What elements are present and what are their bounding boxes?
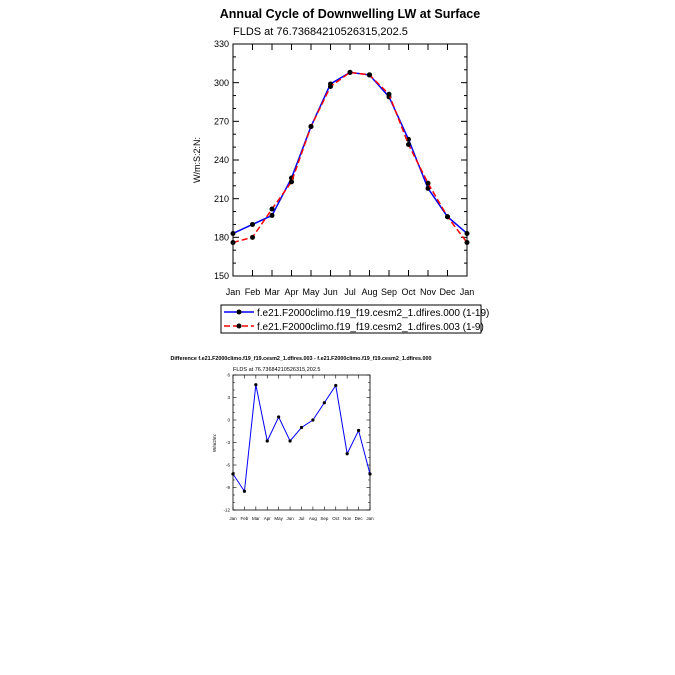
main-series-0-point-2 [270, 213, 275, 218]
difference-xtick-label-10: Nov [343, 516, 352, 521]
main-ytick-label-0: 150 [213, 271, 229, 282]
difference-ytick-label-1: -9 [225, 485, 230, 491]
legend-label-1: f.e21.F2000climo.f19_f19.cesm2_1.dfires.003 (1-9) [257, 322, 484, 333]
difference-chart [170, 356, 431, 521]
main-ytick-label-6: 330 [213, 39, 229, 50]
difference-series-0-point-10 [346, 452, 349, 455]
difference-series-0-point-12 [368, 472, 371, 475]
difference-ytick-label-2: -6 [225, 462, 230, 468]
difference-series-0-point-7 [311, 418, 314, 421]
main-series-1-point-0 [231, 240, 236, 245]
difference-series-0-point-3 [266, 439, 269, 442]
main-series-1-point-2 [270, 206, 275, 211]
difference-xtick-label-1: Feb [240, 516, 249, 521]
main-xtick-label-8: Sep [380, 287, 398, 297]
difference-ytick-label-0: -12 [223, 507, 230, 513]
main-ytick-label-5: 300 [213, 77, 229, 88]
difference-xtick-label-4: May [274, 516, 283, 521]
main-xtick-label-11: Dec [439, 287, 456, 297]
difference-xtick-label-8: Sep [320, 516, 329, 521]
main-series-1-point-10 [426, 181, 431, 186]
difference-series-0-point-6 [300, 426, 303, 429]
main-xtick-label-10: Nov [419, 287, 437, 297]
main-xtick-label-1: Feb [244, 287, 261, 297]
main-xtick-label-7: Aug [361, 287, 378, 297]
difference-series-0-point-2 [254, 383, 257, 386]
main-series-line-0 [233, 72, 467, 233]
difference-xtick-label-3: Apr [263, 516, 271, 521]
difference-ytick-label-6: 6 [227, 372, 230, 378]
main-series-1-point-4 [309, 124, 314, 129]
difference-series-0-point-5 [288, 439, 291, 442]
legend-entry-1 [224, 322, 484, 333]
main-xtick-label-3: Apr [284, 287, 299, 297]
main-ytick-label-2: 210 [213, 193, 229, 204]
main-xtick-label-2: Mar [264, 287, 280, 297]
main-ytick-label-3: 240 [213, 155, 229, 166]
difference-series-0-point-11 [357, 429, 360, 432]
difference-xtick-label-7: Aug [308, 516, 317, 521]
difference-ytick-label-4: 0 [227, 417, 230, 423]
difference-series-0-point-8 [323, 401, 326, 404]
difference-ytick-label-5: 3 [227, 395, 230, 401]
main-series-1-point-5 [328, 84, 333, 89]
difference-chart-ylabel: W/m2/m: [212, 434, 217, 452]
main-xtick-label-12: Jan [459, 287, 475, 297]
main-series-0-point-1 [250, 222, 255, 227]
main-series-1-point-11 [445, 214, 450, 219]
difference-xtick-label-12: Jan [366, 516, 374, 521]
difference-xtick-label-9: Oct [332, 516, 340, 521]
difference-chart-frame [233, 375, 370, 510]
difference-xtick-label-6: Jul [298, 516, 305, 521]
difference-chart-title: Difference f.e21.F2000climo.f19_f19.cesm2_1.dfires.003 - f.e21.F2000climo.f19_f19.cesm2_1.dfires.000 [170, 356, 432, 362]
difference-series-0-point-1 [243, 490, 246, 493]
main-series-1-point-1 [250, 235, 255, 240]
legend-entry-0 [224, 308, 489, 319]
legend-marker-0 [237, 310, 242, 315]
legend-marker-1 [237, 324, 242, 329]
difference-series-line-0 [233, 385, 370, 492]
main-series-1-point-12 [465, 240, 470, 245]
legend-label-0: f.e21.F2000climo.f19_f19.cesm2_1.dfires.000 (1-19) [257, 308, 490, 319]
difference-xtick-label-11: Dec [354, 516, 363, 521]
difference-series-0-point-9 [334, 384, 337, 387]
difference-xtick-label-0: Jan [229, 516, 237, 521]
main-chart-legend [221, 305, 489, 333]
main-xtick-label-9: Oct [401, 287, 416, 297]
main-series-1-point-7 [367, 72, 372, 77]
difference-ytick-label-3: -3 [225, 440, 230, 446]
main-series-0-point-0 [231, 231, 236, 236]
main-chart-subtitle: FLDS at 76.73684210526315,202.5 [233, 26, 408, 38]
main-series-1-point-9 [406, 142, 411, 147]
main-chart-frame [233, 44, 467, 276]
main-series-1-point-6 [348, 70, 353, 75]
difference-series-0-point-4 [277, 415, 280, 418]
difference-chart-subtitle: FLDS at 76.73684210526315,202.5 [233, 367, 321, 373]
main-xtick-label-0: Jan [225, 287, 241, 297]
main-ytick-label-1: 180 [213, 232, 229, 243]
main-xtick-label-4: May [302, 287, 320, 297]
main-chart-title: Annual Cycle of Downwelling LW at Surface [219, 7, 481, 21]
main-chart [192, 7, 480, 297]
difference-xtick-label-5: Jun [286, 516, 294, 521]
main-series-1-point-3 [289, 179, 294, 184]
difference-xtick-label-2: Mar [251, 516, 260, 521]
main-ytick-label-4: 270 [213, 116, 229, 127]
difference-series-0-point-0 [231, 472, 234, 475]
main-xtick-label-6: Jul [344, 287, 356, 297]
main-chart-ylabel: W/m:S:2:N: [192, 136, 202, 184]
main-series-1-point-8 [387, 92, 392, 97]
main-xtick-label-5: Jun [323, 287, 338, 297]
main-series-0-point-12 [465, 231, 470, 236]
